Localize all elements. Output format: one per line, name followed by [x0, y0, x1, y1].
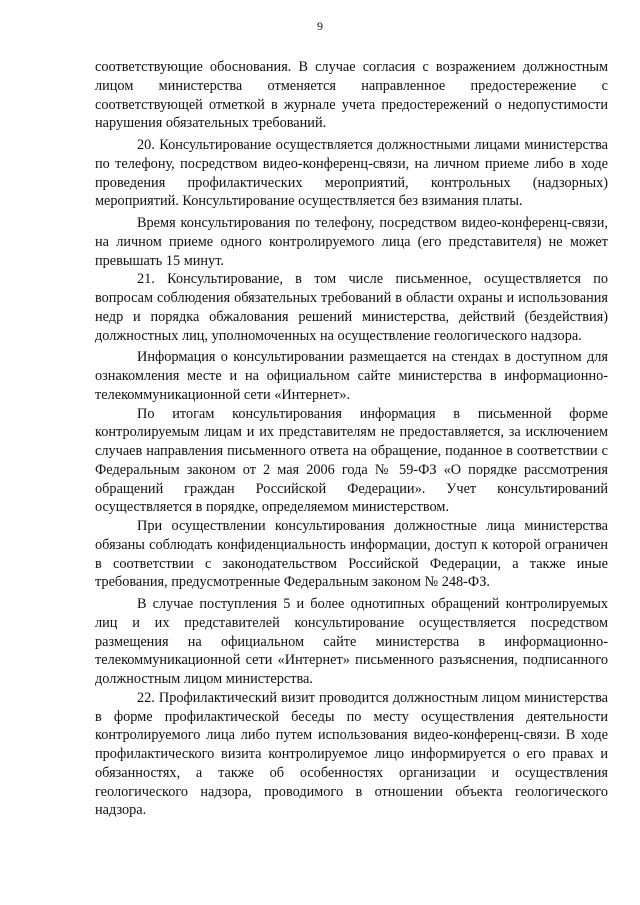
paragraph-consulting-time: Время консультирования по телефону, посредством видео-конференц-связи, на личном приеме одного контролируемого лица (его представителя) не может превышать 15 минут.: [95, 215, 608, 269]
paragraph-consulting-info-placement: Информация о консультировании размещается на стендах в доступном для ознакомления месте и на официальном сайте министерства в информационно-телекоммуникационной сети «Интернет».: [95, 349, 608, 403]
document-body: [95, 58, 608, 820]
paragraph-21-consulting-topics: 21. Консультирование, в том числе письменное, осуществляется по вопросам соблюдения обязательных требований в области охраны и использования недр и порядка обжалования решений министерства, действий (бездействия) должностных лиц, уполномоченных на осуществление геологического надзора.: [95, 271, 608, 344]
paragraph-similar-requests: В случае поступления 5 и более однотипных обращений контролируемых лиц и их представителей консультирование осуществляется посредством размещения на официальном сайте министерства в информационно-телекоммуникационной сети «Интернет» письменного разъяснения, подписанного должностным лицом министерства.: [95, 596, 608, 687]
page-number: 9: [317, 19, 323, 33]
paragraph-written-consulting: По итогам консультирования информация в письменной форме контролируемым лицам и их представителям не предоставляется, за исключением случаев направления письменного ответа на обращение, поданное в соответствии с Федеральным законом от 2 мая 2006 года № 59-ФЗ «О порядке рассмотрения обращений граждан Российской Федерации». Учет консультирований осуществляется в порядке, определяемом министерством.: [95, 405, 608, 516]
paragraph-22-preventive-visit: 22. Профилактический визит проводится должностным лицом министерства в форме профилактической беседы по месту осуществления деятельности контролируемого лица либо путем использования видео-конференц-связи. В ходе профилактического визита контролируемое лицо информируется о его правах и обязанностях, а также об особенностях организации и осуществления геологического надзора, проводимого в отношении объекта геологического надзора.: [95, 689, 608, 819]
paragraph-20-consulting: 20. Консультирование осуществляется должностными лицами министерства по телефону, посредством видео-конференц-связи, на личном приеме либо в ходе проведения профилактических мероприятий, контрольных (надзорных) мероприятий. Консультирование осуществляется без взимания платы.: [95, 137, 608, 210]
paragraph-objection-continuation: соответствующие обоснования. В случае согласия с возражением должностным лицом министерства отменяется направленное предостережение с соответствующей отметкой в журнале учета предостережений о недопустимости нарушения обязательных требований.: [95, 59, 608, 132]
paragraph-confidentiality: При осуществлении консультирования должностные лица министерства обязаны соблюдать конфиденциальность информации, доступ к которой ограничен в соответствии с законодательством Российской Федерации, а также иные требования, предусмотренные Федеральным законом № 248-ФЗ.: [95, 518, 608, 591]
